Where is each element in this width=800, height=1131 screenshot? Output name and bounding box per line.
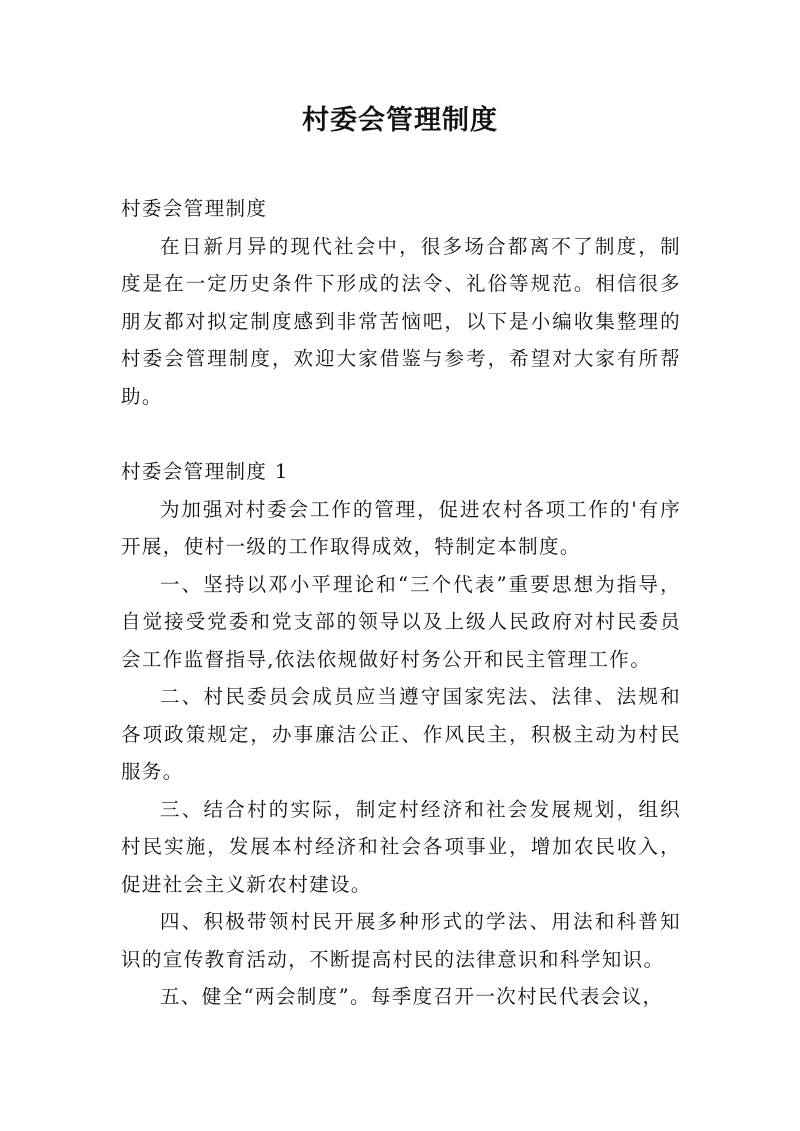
section-spacer	[121, 415, 681, 453]
body-paragraph: 一、坚持以邓小平理论和“三个代表”重要思想为指导，自觉接受党委和党支部的领导以及上级人民政府对村民委员会工作监督指导,依法依规做好村务公开和民主管理工作。	[121, 572, 681, 671]
intro-heading: 村委会管理制度	[121, 197, 268, 220]
document-body	[121, 190, 681, 1016]
body-paragraph: 四、积极带领村民开展多种形式的学法、用法和科普知识的宣传教育活动，不断提高村民的法律意识和科学知识。	[121, 910, 681, 971]
body-paragraph: 三、结合村的实际，制定村经济和社会发展规划，组织村民实施，发展本村经济和社会各项事业，增加农民收入，促进社会主义新农村建设。	[121, 797, 681, 896]
body-paragraph: 五、健全“两会制度”。每季度召开一次村民代表会议，	[160, 985, 664, 1008]
body-paragraph: 二、村民委员会成员应当遵守国家宪法、法律、法规和各项政策规定，办事廉洁公正、作风民主，积极主动为村民服务。	[121, 685, 681, 783]
intro-paragraph: 在日新月异的现代社会中，很多场合都离不了制度，制度是在一定历史条件下形成的法令、礼俗等规范。相信很多朋友都对拟定制度感到非常苦恼吧，以下是小编收集整理的村委会管理制度，欢迎大家借鉴与参考，希望对大家有所帮助。	[121, 234, 681, 408]
body-paragraph: 为加强对村委会工作的管理，促进农村各项工作的'有序开展，使村一级的工作取得成效，特制定本制度。	[121, 497, 681, 558]
section-heading: 村委会管理制度 1	[121, 460, 289, 483]
document-title: 村委会管理制度	[302, 105, 498, 136]
